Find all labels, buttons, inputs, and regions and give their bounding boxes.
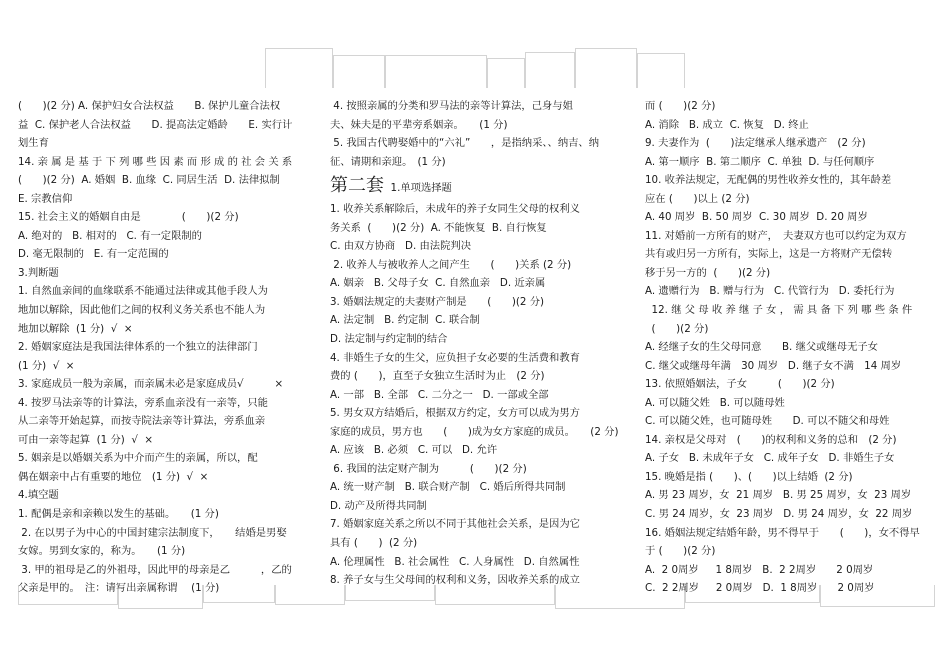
text-line: 具有 ( ) (2 分) bbox=[330, 537, 418, 550]
text-line: 偶在姻亲中占有重要的地位 (1 分) √ × bbox=[18, 470, 209, 483]
text-line: 6. 我国的法定财产制为 ( )(2 分) bbox=[330, 462, 527, 475]
text-line: A. 经继子女的生父母同意 B. 继父或继母无子女 bbox=[645, 341, 878, 354]
column-right bbox=[645, 97, 935, 598]
text-line: 15. 晚婚是指 ( )、( )以上结婚 (2 分) bbox=[645, 470, 853, 483]
text-line: 4.填空题 bbox=[18, 489, 59, 502]
text-line: 于 ( )(2 分) bbox=[645, 545, 716, 558]
text-line: 可由一亲等起算 (1 分) √ × bbox=[18, 433, 154, 446]
text-line: 地加以解除 (1 分) √ × bbox=[18, 322, 133, 335]
text-line: 应在 ( )以上 (2 分) bbox=[645, 192, 750, 205]
text-line: 益 C. 保护老人合法权益 D. 提高法定婚龄 E. 实行计 bbox=[18, 118, 293, 131]
text-line: 9. 夫妻作为 ( )法定继承人继承遗产 (2 分) bbox=[645, 137, 866, 150]
column-left bbox=[18, 97, 318, 598]
text-line: 地加以解除，因此他们之间的权利义务关系也不能人为 bbox=[18, 304, 266, 317]
text-line: C. 由双方协商 D. 由法院判决 bbox=[330, 240, 471, 253]
text-line: 父亲是甲的。 注：请写出亲属称谓 (1 分) bbox=[18, 582, 220, 595]
section-title: 第二套 bbox=[330, 175, 384, 197]
text-line: 16. 婚姻法规定结婚年龄，男不得早于 ( )，女不得早 bbox=[645, 526, 920, 539]
text-line: 2. 收养人与被收养人之间产生 ( )关系 (2 分) bbox=[330, 258, 572, 271]
text-line: 3.判断题 bbox=[18, 266, 59, 279]
text-line: A. 绝对的 B. 相对的 C. 有一定限制的 bbox=[18, 229, 202, 242]
text-line: 14. 亲 属 是 基 于 下 列 哪 些 因 素 而 形 成 的 社 会 关 系 bbox=[18, 155, 293, 168]
text-line: ( )(2 分) A. 婚姻 B. 血缘 C. 同居生活 D. 法律拟制 bbox=[18, 174, 280, 187]
text-line: A. 伦理属性 B. 社会属性 C. 人身属性 D. 自然属性 bbox=[330, 555, 580, 568]
text-line: D. 毫无限制的 E. 有一定范围的 bbox=[18, 248, 169, 261]
text-line: ( )(2 分) bbox=[645, 322, 709, 335]
text-line: 征、请期和亲迎。 (1 分) bbox=[330, 155, 446, 168]
column-middle bbox=[330, 97, 635, 590]
text-line: 3. 家庭成员一般为亲属，而亲属未必是家庭成员√ × bbox=[18, 378, 284, 391]
text-line: 费的 ( )，直至子女独立生活时为止 (2 分) bbox=[330, 370, 545, 383]
text-line: A. 男 23 周岁，女 21 周岁 B. 男 25 周岁，女 23 周岁 bbox=[645, 489, 912, 502]
section-heading bbox=[330, 171, 635, 200]
text-line: C. 继父或继母年满 30 周岁 D. 继子女不满 14 周岁 bbox=[645, 359, 902, 372]
decorative-box bbox=[575, 48, 637, 88]
text-line: 3. 甲的祖母是乙的外祖母，因此甲的母亲是乙 ，乙的 bbox=[18, 563, 292, 576]
text-line: 5. 姻亲是以婚姻关系为中介而产生的亲属，所以，配 bbox=[18, 452, 258, 465]
decorative-box bbox=[525, 52, 575, 88]
text-line: C. 男 24 周岁，女 23 周岁 D. 男 24 周岁，女 22 周岁 bbox=[645, 508, 913, 521]
text-line: 务关系 ( )(2 分) A. 不能恢复 B. 自行恢复 bbox=[330, 221, 547, 234]
text-line: 4. 按照亲属的分类和罗马法的亲等计算法，己身与姐 bbox=[330, 100, 573, 112]
text-line: 移于另一方的 ( )(2 分) bbox=[645, 266, 771, 279]
text-line: ( )(2 分) A. 保护妇女合法权益 B. 保护儿童合法权 bbox=[18, 100, 281, 112]
text-line: 10. 收养法规定，无配偶的男性收养女性的，其年龄差 bbox=[645, 174, 892, 187]
text-line: 家庭的成员，男方也 ( )成为女方家庭的成员。 (2 分) bbox=[330, 425, 619, 438]
text-line: 1. 收养关系解除后，未成年的养子女同生父母的权利义 bbox=[330, 203, 580, 216]
text-line: 14. 亲权是父母对 ( )的权利和义务的总和 (2 分) bbox=[645, 433, 897, 446]
text-line: C. 2 2周岁 2 0周岁 D. 1 8周岁 2 0周岁 bbox=[645, 582, 875, 595]
text-line: A. 应该 B. 必须 C. 可以 D. 允许 bbox=[330, 444, 498, 457]
text-line: 5. 男女双方结婚后，根据双方约定，女方可以成为男方 bbox=[330, 407, 580, 420]
text-line: A. 消除 B. 成立 C. 恢复 D. 终止 bbox=[645, 118, 809, 131]
text-line: 2. 婚姻家庭法是我国法律体系的一个独立的法律部门 bbox=[18, 341, 258, 354]
decorative-box bbox=[385, 55, 487, 88]
text-line: (1 分) √ × bbox=[18, 359, 75, 372]
text-line: D. 动产及所得共同制 bbox=[330, 499, 427, 512]
text-line: 12. 继 父 母 收 养 继 子 女 ， 需 具 备 下 列 哪 些 条 件 bbox=[645, 304, 913, 317]
text-line: 2. 在以男子为中心的中国封建宗法制度下， 结婚是男娶 bbox=[18, 526, 287, 539]
text-line: 4. 非婚生子女的生父，应负担子女必要的生活费和教育 bbox=[330, 351, 580, 364]
text-line: A. 可以随父姓 B. 可以随母姓 bbox=[645, 396, 785, 409]
text-line: 3. 婚姻法规定的夫妻财产制是 ( )(2 分) bbox=[330, 295, 545, 308]
decorative-box bbox=[487, 58, 525, 88]
text-line: 1. 自然血亲间的血缘联系不能通过法律或其他手段人为 bbox=[18, 285, 268, 298]
text-line: A. 子女 B. 未成年子女 C. 成年子女 D. 非婚生子女 bbox=[645, 452, 895, 465]
text-line: 划生育 bbox=[18, 137, 49, 150]
section-subtitle: 1.单项选择题 bbox=[390, 182, 452, 195]
text-line: 8. 养子女与生父母间的权利和义务，因收养关系的成立 bbox=[330, 574, 580, 587]
text-line: C. 可以随父姓，也可随母姓 D. 可以不随父和母姓 bbox=[645, 415, 890, 428]
text-line: A. 一部 B. 全部 C. 二分之一 D. 一部或全部 bbox=[330, 388, 549, 401]
text-line: 5. 我国古代聘娶婚中的“六礼” ，是指纳采、、纳吉、纳 bbox=[330, 137, 600, 150]
decorative-box bbox=[333, 55, 385, 88]
text-line: 7. 婚姻家庭关系之所以不同于其他社会关系，是因为它 bbox=[330, 518, 580, 531]
text-line: 11. 对婚前一方所有的财产， 夫妻双方也可以约定为双方 bbox=[645, 229, 907, 242]
text-line: A. 40 周岁 B. 50 周岁 C. 30 周岁 D. 20 周岁 bbox=[645, 211, 868, 224]
text-line: E. 宗教信仰 bbox=[18, 192, 73, 205]
text-line: 共有或归另一方所有，实际上，这是一方将财产无偿转 bbox=[645, 248, 893, 261]
text-line: A. 法定制 B. 约定制 C. 联合制 bbox=[330, 314, 480, 327]
text-line: A. 遗赠行为 B. 赠与行为 C. 代管行为 D. 委托行为 bbox=[645, 285, 895, 298]
text-line: 1. 配偶是亲和亲赖以发生的基础。 (1 分) bbox=[18, 508, 219, 521]
text-line: 夫、妹夫是的平辈旁系姻亲。 (1 分) bbox=[330, 118, 508, 131]
text-line: 4. 按罗马法亲等的计算法，旁系血亲没有一亲等，只能 bbox=[18, 396, 268, 409]
text-line: A. 姻亲 B. 父母子女 C. 自然血亲 D. 近亲属 bbox=[330, 277, 546, 290]
text-line: 13. 依照婚姻法，子女 ( )(2 分) bbox=[645, 378, 835, 391]
text-line: A. 2 0周岁 1 8周岁 B. 2 2周岁 2 0周岁 bbox=[645, 563, 874, 576]
text-line: 15. 社会主义的婚姻自由是 ( )(2 分) bbox=[18, 211, 239, 224]
text-line: D. 法定制与约定制的结合 bbox=[330, 333, 448, 346]
text-line: A. 统一财产制 B. 联合财产制 C. 婚后所得共同制 bbox=[330, 481, 566, 494]
text-line: 女嫁。男到女家的，称为。 (1 分) bbox=[18, 545, 186, 558]
decorative-box bbox=[637, 53, 685, 88]
text-line: 从二亲等开始起算，而按寺院法亲等计算法，旁系血亲 bbox=[18, 415, 266, 428]
decorative-box bbox=[265, 48, 333, 88]
text-line: 而 ( )(2 分) bbox=[645, 100, 716, 112]
text-line: A. 第一顺序 B. 第二顺序 C. 单独 D. 与任何顺序 bbox=[645, 155, 875, 168]
